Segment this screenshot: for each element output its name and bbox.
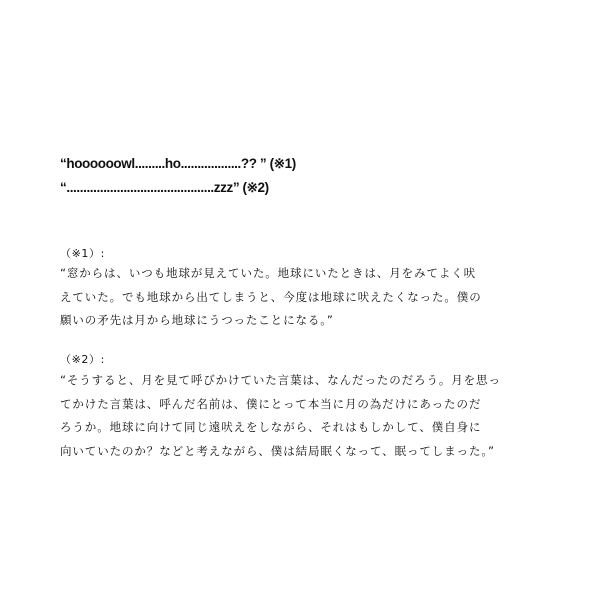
note-1-line: “窓からは、いつも地球が見えていた。地球にいたときは、月をみてよく吠 bbox=[60, 266, 477, 280]
note-2-line: “そうすると、月を見て呼びかけていた言葉は、なんだったのだろう。月を思っ bbox=[60, 373, 501, 387]
note-2-line: てかけた言葉は、呼んだ名前は、僕にとって本当に月の為だけにあったのだ bbox=[60, 396, 482, 411]
note-1-label: （※1）: bbox=[60, 247, 105, 260]
sleep-heading: “............................................zzz” (※2) bbox=[60, 180, 269, 195]
note-2-label: （※2）: bbox=[60, 353, 105, 366]
note-1-body bbox=[60, 262, 545, 333]
howl-heading: “hoooooowl.........ho..................?? ” (※1) bbox=[60, 156, 296, 171]
note-2-line: ろうか。地球に向けて同じ遠吠えをしながら、それはもしかして、僕自身に bbox=[60, 420, 482, 434]
note-1-line: 願いの矛先は月から地球にうつったことになる。” bbox=[60, 313, 334, 327]
note-2-body bbox=[60, 369, 545, 463]
note-1-line: えていた。でも地球から出てしまうと、今度は地球に吠えたくなった。僕の bbox=[60, 289, 482, 304]
note-2-line: 向いていたのか？などと考えながら、僕は結局眠くなって、眠ってしまった。” bbox=[60, 443, 495, 458]
